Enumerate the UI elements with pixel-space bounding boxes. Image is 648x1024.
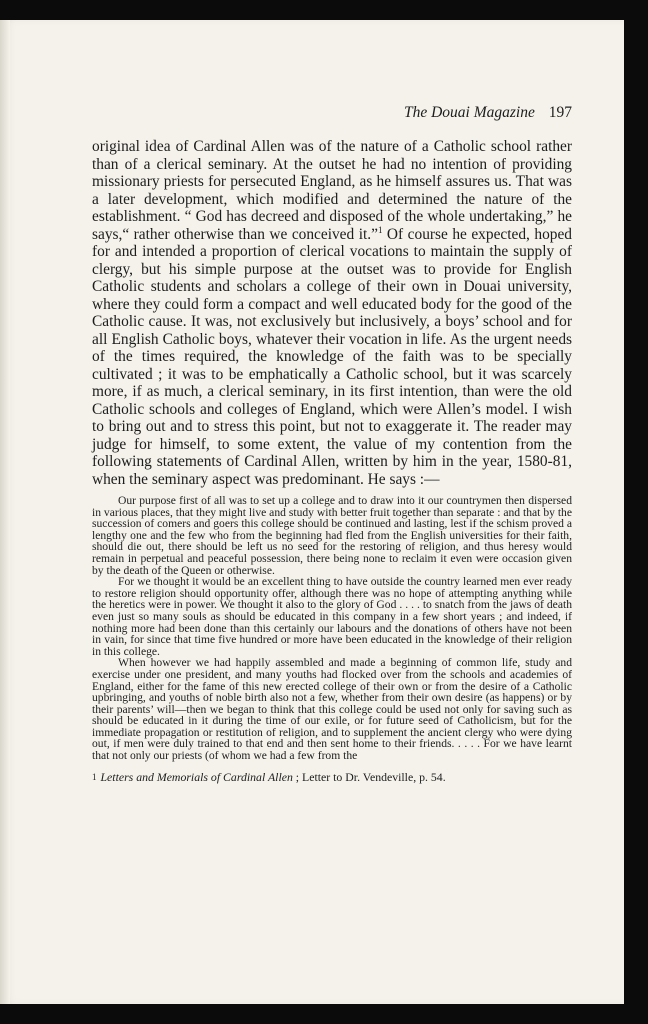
quote-paragraph-1: Our purpose first of all was to set up a college and to draw into it our countrymen then dispersed in various places, that they might live and study with better fruit together than separate : and that by the succession of comers and goers this college should be continued and lasting, lest if the schism proved a lengthy one and the few who from the beginning had fled from the English universities for their faith, should die out, there should be left us no seed for the restoring of religion, and thus heresy would remain in perpetual and peaceful possession, there being none to reclaim it even were occasion given by the death of the Queen or otherwise. [92, 494, 572, 577]
page-gutter-shadow [0, 20, 10, 1004]
book-page [0, 20, 624, 1004]
running-header [404, 104, 572, 122]
page-content [92, 138, 572, 784]
page-number: 197 [548, 104, 572, 121]
footnote [92, 770, 572, 784]
main-paragraph-text-part-1: original idea of Cardinal Allen was of the nature of a Catholic school rather than of a clerical seminary. At the outset he had no intention of providing missionary priests for persecuted England, as he himself assures us. That was a later development, which modified and determined the nature of the establishment. “ God has decreed and disposed of the whole undertaking,” he says,“ rather otherwise than we conceived it.” [92, 138, 572, 243]
main-paragraph [92, 138, 572, 488]
footnote-reference: 1 [377, 224, 383, 235]
main-paragraph-text-part-2: Of course he expected, hoped for and intended a proportion of clerical vocations to maintain the supply of clergy, but his simple purpose at the outset was to provide for English Catholic students and scholars a college of their own in Douai university, where they could form a compact and well educated body for the good of the Catholic cause. It was, not exclusively but inclusively, a boys’ school and for all English Catholic boys, whatever their vocation in life. As the urgent needs of the times required, the knowledge of the faith was to be specially cultivated ; it was to be emphatically a Catholic school, but it was scarcely more, if as much, a clerical seminary, in its first intention, than were the old Catholic schools and colleges of England, which were Allen’s model. I wish to bring out and to stress this point, but not to exaggerate it. The reader may judge for himself, to some extent, the value of my contention from the following statements of Cardinal Allen, written by him in the year, 1580-81, when the seminary aspect was predominant. He says :— [92, 225, 572, 488]
journal-title: The Douai Magazine [403, 104, 535, 121]
footnote-marker: 1 [92, 771, 97, 782]
footnote-citation: ; Letter to Dr. Vendeville, p. 54. [292, 769, 446, 784]
block-quotation [92, 495, 572, 762]
footnote-source-title: Letters and Memorials of Cardinal Allen [100, 769, 293, 784]
quote-paragraph-3: When however we had happily assembled and made a beginning of common life, study and exercise under one president, and many youths had flocked over from the schools and academies of England, either for the fame of this new erected college of their own or from the desire of a Catholic upbringing, and youths of noble birth also not a few, whether from their own desire (as happens) or by their parents’ will—then we began to think that this college could be used not only for saving such as should be educated in it during the time of our exile, or for future seed of Catholicism, but for the immediate propagation or restitution of religion, and to supplement the ancient clergy who were dying out, if men were duly trained to that end and then sent home to their friends. . . . . For we have learnt that not only our priests (of whom we had a few from the [92, 656, 572, 763]
quote-paragraph-2: For we thought it would be an excellent thing to have outside the country learned men ever ready to restore religion should opportunity offer, although there was no hope of attempting anything while the heretics were in power. We thought it also to the glory of God . . . . to snatch from the jaws of death even just so many souls as should be educated in this company in a few short years ; and indeed, if nothing more had been done than this certainly our labours and the donations of others have not been in vain, for since that time five hundred or more have been educated in the knowledge of their religion in this college. [92, 575, 572, 658]
